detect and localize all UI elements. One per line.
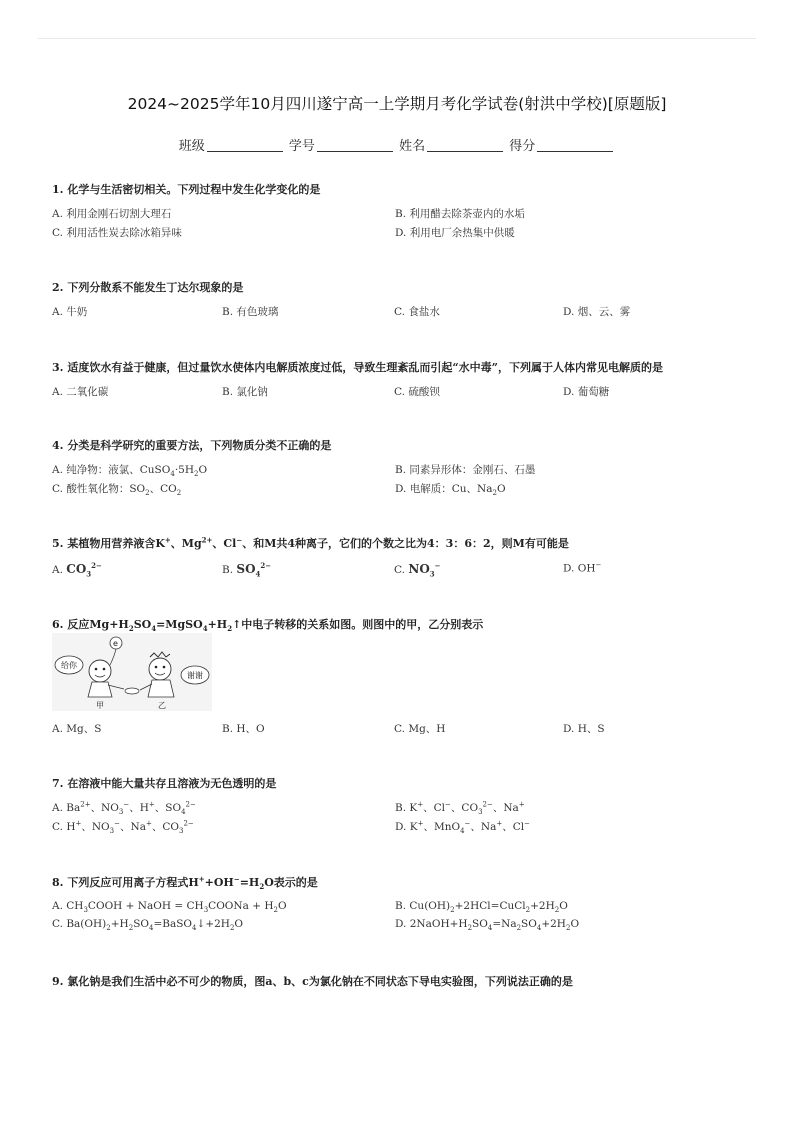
q8-option-c[interactable]: C. $Ba(OH)_2+H_2SO_4=BaSO_4↓+2H_2O$ [52,918,244,933]
name-field[interactable] [427,139,503,152]
q4-option-a[interactable]: A. 纯净物：液氯、$CuSO_4\cdot 5H_2O$ [52,464,208,479]
q5-option-a[interactable]: A. $CO_3^{2-}$ [52,561,102,579]
question-8: 8. 下列反应可用离子方程式$H^++OH^-=H_2O$表示的是 [52,874,318,892]
electron-label: e [113,639,118,648]
q7-option-c[interactable]: C. H+、$NO_3^-$、Na+、$CO_3^{2-}$ [52,819,194,836]
person-jia-body [88,682,112,697]
q3-option-b[interactable]: B. 氯化钠 [222,386,268,398]
q4-option-b[interactable]: B. 同素异形体：金刚石、石墨 [395,464,536,476]
q4-option-c[interactable]: C. 酸性氧化物：$SO_2$、$CO_2$ [52,483,182,498]
question-5: 5. 某植物用营养液含K+、$Mg^{2+}$、Cl−、和M共4种离子，它们的个数之比为4：3：6：2，则M有可能是 [52,535,569,550]
q5-option-d[interactable]: D. OH− [563,561,602,575]
electron-transfer-cartoon [52,633,212,711]
q2-option-b[interactable]: B. 有色玻璃 [222,306,279,318]
q2-option-c[interactable]: C. 食盐水 [394,306,440,318]
hand-object [125,688,139,694]
q7-option-d[interactable]: D. K+、MnO$_4$−、Na+、Cl− [395,819,531,836]
bubble-right-text: 谢谢 [187,671,203,680]
q6-option-a[interactable]: A. Mg、S [52,723,102,735]
q3-option-c[interactable]: C. 硫酸钡 [394,386,440,398]
q3-option-d[interactable]: D. 葡萄糖 [563,386,610,398]
person-yi-body [148,680,174,697]
question-3: 3. 适度饮水有益于健康，但过量饮水使体内电解质浓度过低，导致生理紊乱而引起“水中毒”，下列属于人体内常见电解质的是 [52,361,663,374]
question-4: 4. 分类是科学研究的重要方法，下列物质分类不正确的是 [52,439,332,452]
label-yi: 乙 [158,701,166,710]
person-yi-head [149,658,171,680]
q8-option-a[interactable]: A. $CH_3COOH$ + NaOH = $CH_3COONa + H_2O$ [52,900,287,915]
q8-option-b[interactable]: B. $Cu(OH)_2+2HCl=CuCl_2+2H_2O$ [395,900,568,915]
q3-option-a[interactable]: A. 二氧化碳 [52,386,109,398]
question-9: 9. 氯化钠是我们生活中必不可少的物质，图a、b、c为氯化钠在不同状态下导电实验图，下列说法正确的是 [52,975,573,988]
class-field[interactable] [207,139,283,152]
name-label: 姓名 [399,139,426,154]
q7-option-a[interactable]: A. $Ba^{2+}$、$NO_3^-$、H+、$SO_4^{2-}$ [52,800,196,817]
bubble-left-text: 给你 [61,661,77,670]
q6-option-c[interactable]: C. Mg、H [394,723,446,735]
q1-option-b[interactable]: B. 利用醋去除茶壶内的水垢 [395,208,525,220]
q2-option-a[interactable]: A. 牛奶 [52,306,88,318]
q5-option-c[interactable]: C. $NO_3^-$ [394,561,441,579]
q4-option-d[interactable]: D. 电解质：Cu、$Na_2O$ [395,483,506,498]
question-7: 7. 在溶液中能大量共存且溶液为无色透明的是 [52,777,277,790]
id-field[interactable] [317,139,393,152]
q1-option-d[interactable]: D. 利用电厂余热集中供暖 [395,227,515,239]
q5-option-b[interactable]: B. $SO_4^{2-}$ [222,561,272,579]
q7-option-b[interactable]: B. K+、Cl−、$CO_3^{2-}$、Na+ [395,800,525,817]
question-1: 1. 化学与生活密切相关。下列过程中发生化学变化的是 [52,183,321,196]
q2-option-d[interactable]: D. 烟、云、雾 [563,306,631,318]
page-title: 2024~2025学年10月四川遂宁高一上学期月考化学试卷(射洪中学校)[原题版] [127,95,667,113]
q6-option-d[interactable]: D. H、S [563,723,605,735]
id-label: 学号 [288,139,315,154]
q1-option-c[interactable]: C. 利用活性炭去除冰箱异味 [52,227,182,239]
score-field[interactable] [537,139,613,152]
score-label: 得分 [509,139,536,154]
question-2: 2. 下列分散系不能发生丁达尔现象的是 [52,281,244,294]
q8-option-d[interactable]: D. $2NaOH+H_2SO_4=Na_2SO_4+2H_2O$ [395,918,580,933]
label-jia: 甲 [96,701,104,710]
person-jia-head [89,660,111,682]
question-6: 6. 反应$Mg+H_2SO_4=MgSO_4+H_2↑$中电子转移的关系如图。则图中的甲，乙分别表示 [52,618,484,634]
student-info-line [0,135,794,154]
header-rule [38,38,756,39]
q1-option-a[interactable]: A. 利用金刚石切割大理石 [52,208,172,220]
class-label: 班级 [178,139,205,154]
q6-option-b[interactable]: B. H、O [222,723,265,735]
